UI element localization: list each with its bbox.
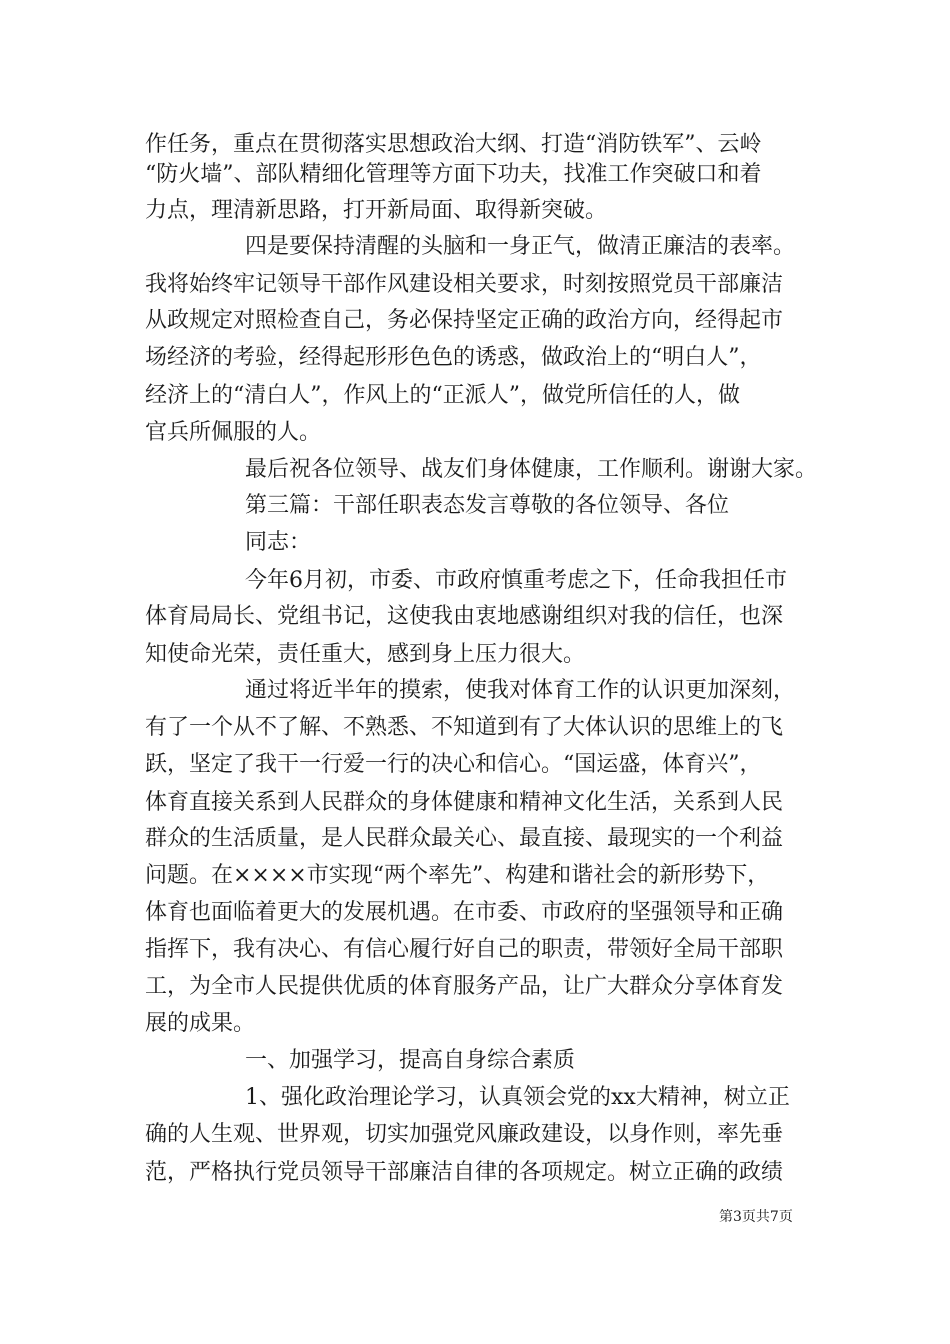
text-line: 四是要保持清醒的头脑和一身正气，做清正廉洁的表率。: [245, 234, 796, 259]
text-line: 确的人生观、世界观，切实加强党风廉政建设，以身作则，率先垂: [145, 1122, 784, 1147]
text-line: 体育也面临着更大的发展机遇。在市委、市政府的坚强领导和正确: [145, 900, 784, 925]
text-line: 问题。在××××市实现“两个率先”、构建和谐社会的新形势下，: [145, 863, 770, 888]
text-line: 经济上的“清白人”，作风上的“正派人”，做党所信任的人，做: [145, 383, 740, 408]
text-line: 从政规定对照检查自己，务必保持坚定正确的政治方向，经得起市: [145, 308, 784, 333]
text-line: 有了一个从不了解、不熟悉、不知道到有了大体认识的思维上的飞: [145, 715, 784, 740]
text-line: 工，为全市人民提供优质的体育服务产品，让广大群众分享体育发: [145, 974, 784, 999]
text-line: 1、强化政治理论学习，认真领会党的xx大精神，树立正: [245, 1085, 790, 1110]
text-line: 我将始终牢记领导干部作风建设相关要求，时刻按照党员干部廉洁: [145, 272, 784, 297]
text-line: 最后祝各位领导、战友们身体健康，工作顺利。谢谢大家。: [245, 457, 818, 482]
text-line: 范，严格执行党员领导干部廉洁自律的各项规定。树立正确的政绩: [145, 1160, 784, 1185]
page-number: 第3页共7页: [719, 1209, 793, 1225]
text-line: 体育直接关系到人民群众的身体健康和精神文化生活，关系到人民: [145, 790, 784, 815]
text-line: 知使命光荣，责任重大，感到身上压力很大。: [145, 642, 586, 667]
text-line: 群众的生活质量，是人民群众最关心、最直接、最现实的一个利益: [145, 826, 784, 851]
text-line: 展的成果。: [145, 1011, 256, 1036]
text-line: 跃，坚定了我干一行爱一行的决心和信心。“国运盛，体育兴”，: [145, 752, 762, 777]
text-line: 力点，理清新思路，打开新局面、取得新突破。: [145, 198, 608, 223]
text-line: 体育局局长、党组书记，这使我由衷地感谢组织对我的信任，也深: [145, 604, 784, 629]
text-line: 通过将近半年的摸索，使我对体育工作的认识更加深刻，: [245, 678, 796, 703]
section-heading: 第三篇：干部任职表态发言尊敬的各位领导、各位: [245, 493, 730, 518]
text-line: 作任务，重点在贯彻落实思想政治大纲、打造“消防铁军”、云岭: [145, 132, 762, 157]
text-line: 场经济的考验，经得起形形色色的诱惑，做政治上的“明白人”，: [145, 345, 762, 370]
text-line: “防火墙”、部队精细化管理等方面下功夫，找准工作突破口和着: [145, 162, 762, 187]
subsection-heading: 一、加强学习，提高自身综合素质: [245, 1048, 576, 1073]
text-line: 官兵所佩服的人。: [145, 420, 322, 445]
salutation: 同志：: [245, 530, 312, 555]
text-line: 指挥下，我有决心、有信心履行好自己的职责，带领好全局干部职: [145, 937, 784, 962]
text-line: 今年6月初，市委、市政府慎重考虑之下，任命我担任市: [245, 568, 787, 593]
